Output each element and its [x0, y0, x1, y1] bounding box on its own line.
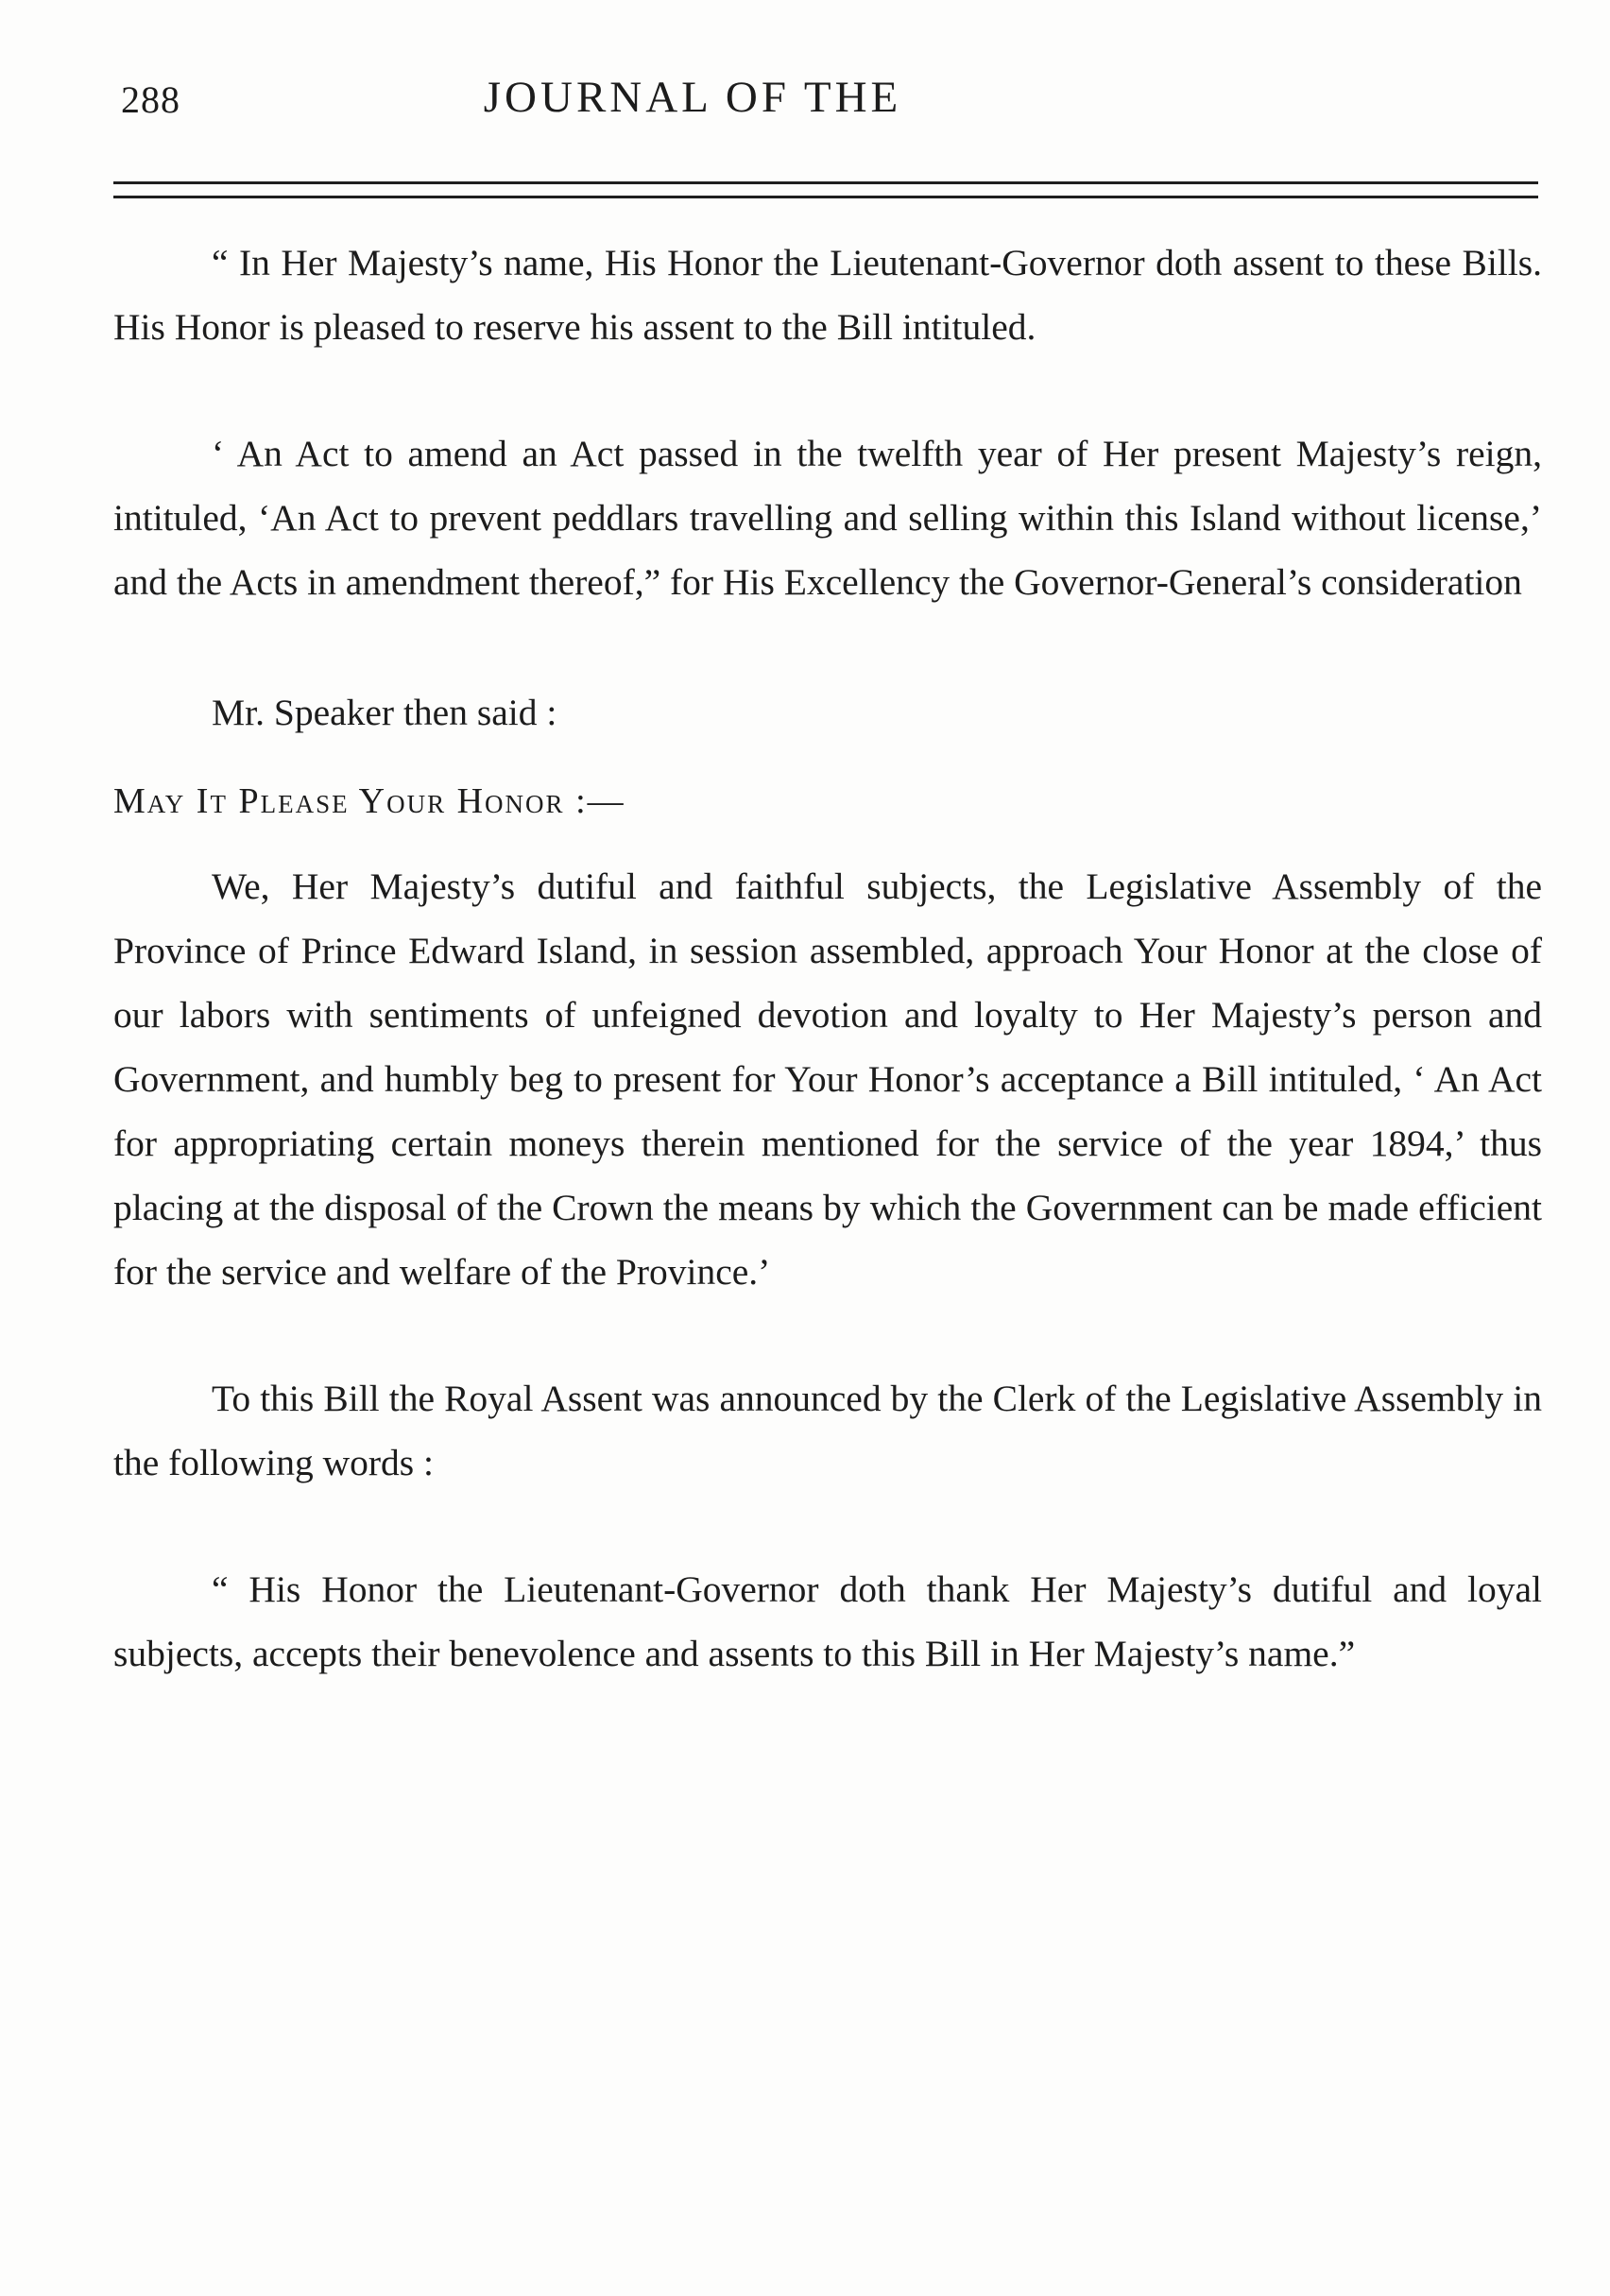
page-number: 288 — [121, 78, 180, 121]
page-header — [111, 66, 1538, 132]
salutation-line: May It Please Your Honor :— — [113, 781, 625, 821]
thanks-paragraph: “ His Honor the Lieutenant-Governor doth thank Her Majesty’s dutiful and loyal subjects, accepts their benevolence and assents to this Bill in Her Majesty’s name.” — [113, 1568, 1542, 1674]
page-body — [113, 231, 1542, 1686]
header-double-rule — [113, 181, 1538, 198]
speaker-said-line: Mr. Speaker then said : — [212, 692, 557, 733]
address-paragraph: We, Her Majesty’s dutiful and faithful subjects, the Legislative Assembly of the Province of Prince Edward Island, in session assembled, approach Your Honor at the close of our labors with sentiments of unfeigned devotion and loyalty to Her Majesty’s person and Government, and humbly beg to present for Your Honor’s acceptance a Bill intituled, ‘ An Act for appropriating certain moneys therein mentioned for the service of the year 1894,’ thus placing at the disposal of the Crown the means by which the Government can be made efficient for the service and welfare of the Province.’ — [113, 865, 1542, 1293]
royal-assent-paragraph: To this Bill the Royal Assent was announced by the Clerk of the Legislative Assembly in the following words : — [113, 1378, 1542, 1483]
reserved-act-paragraph: ‘ An Act to amend an Act passed in the twelfth year of Her present Majesty’s reign, intituled, ‘An Act to prevent peddlars travelling and selling within this Island without license,’ and the Acts in amendment thereof,” for His Excellency the Governor-General’s consideration — [113, 433, 1542, 603]
assent-intro-paragraph: “ In Her Majesty’s name, His Honor the Lieutenant-Governor doth assent to these Bills. His Honor is pleased to reserve his assent to the Bill intituled. — [113, 242, 1542, 348]
running-head: JOURNAL OF THE — [483, 73, 902, 122]
